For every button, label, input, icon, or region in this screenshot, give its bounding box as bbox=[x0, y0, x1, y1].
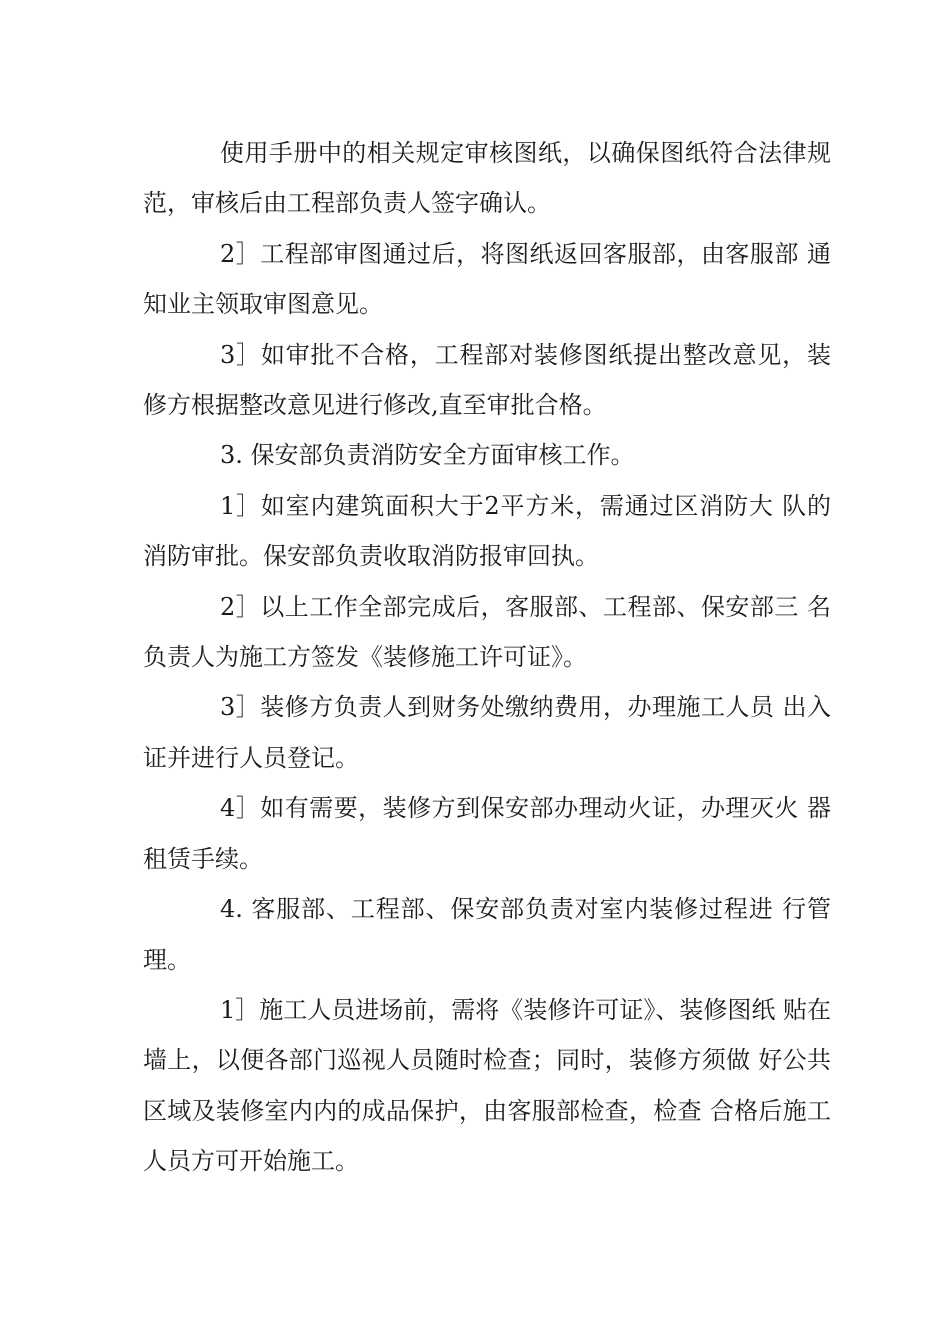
document-body bbox=[143, 128, 831, 1187]
paragraph-7: 3］装修方负责人到财务处缴纳费用，办理施工人员 出入证并进行人员登记。 bbox=[143, 693, 831, 772]
paragraph-5: 1］如室内建筑面积大于2平方米，需通过区消防大 队的消防审批。保安部负责收取消防报审回执。 bbox=[143, 491, 831, 571]
paragraph-10: 1］施工人员进场前，需将《装修许可证》、装修图纸 贴在墙上，以便各部门巡视人员随时检查；同时，装修方须做 好公共区域及装修室内内的成品保护，由客服部检查，检查 合格后施工人员方可开始施工。 bbox=[143, 995, 831, 1176]
paragraph-9: 4. 客服部、工程部、保安部负责对室内装修过程进 行管理。 bbox=[143, 895, 831, 974]
paragraph-3: 3］如审批不合格，工程部对装修图纸提出整改意见，装修方根据整改意见进行修改,直至审批合格。 bbox=[143, 340, 831, 420]
paragraph-6: 2］以上工作全部完成后，客服部、工程部、保安部三 名负责人为施工方签发《装修施工许可证》。 bbox=[143, 592, 831, 672]
paragraph-1: 使用手册中的相关规定审核图纸，以确保图纸符合法律规范，审核后由工程部负责人签字确认。 bbox=[143, 139, 831, 218]
paragraph-2: 2］工程部审图通过后，将图纸返回客服部，由客服部 通知业主领取审图意见。 bbox=[143, 239, 831, 319]
paragraph-8: 4］如有需要，装修方到保安部办理动火证，办理灭火 器租赁手续。 bbox=[143, 794, 831, 873]
paragraph-4: 3. 保安部负责消防安全方面审核工作。 bbox=[220, 441, 635, 470]
